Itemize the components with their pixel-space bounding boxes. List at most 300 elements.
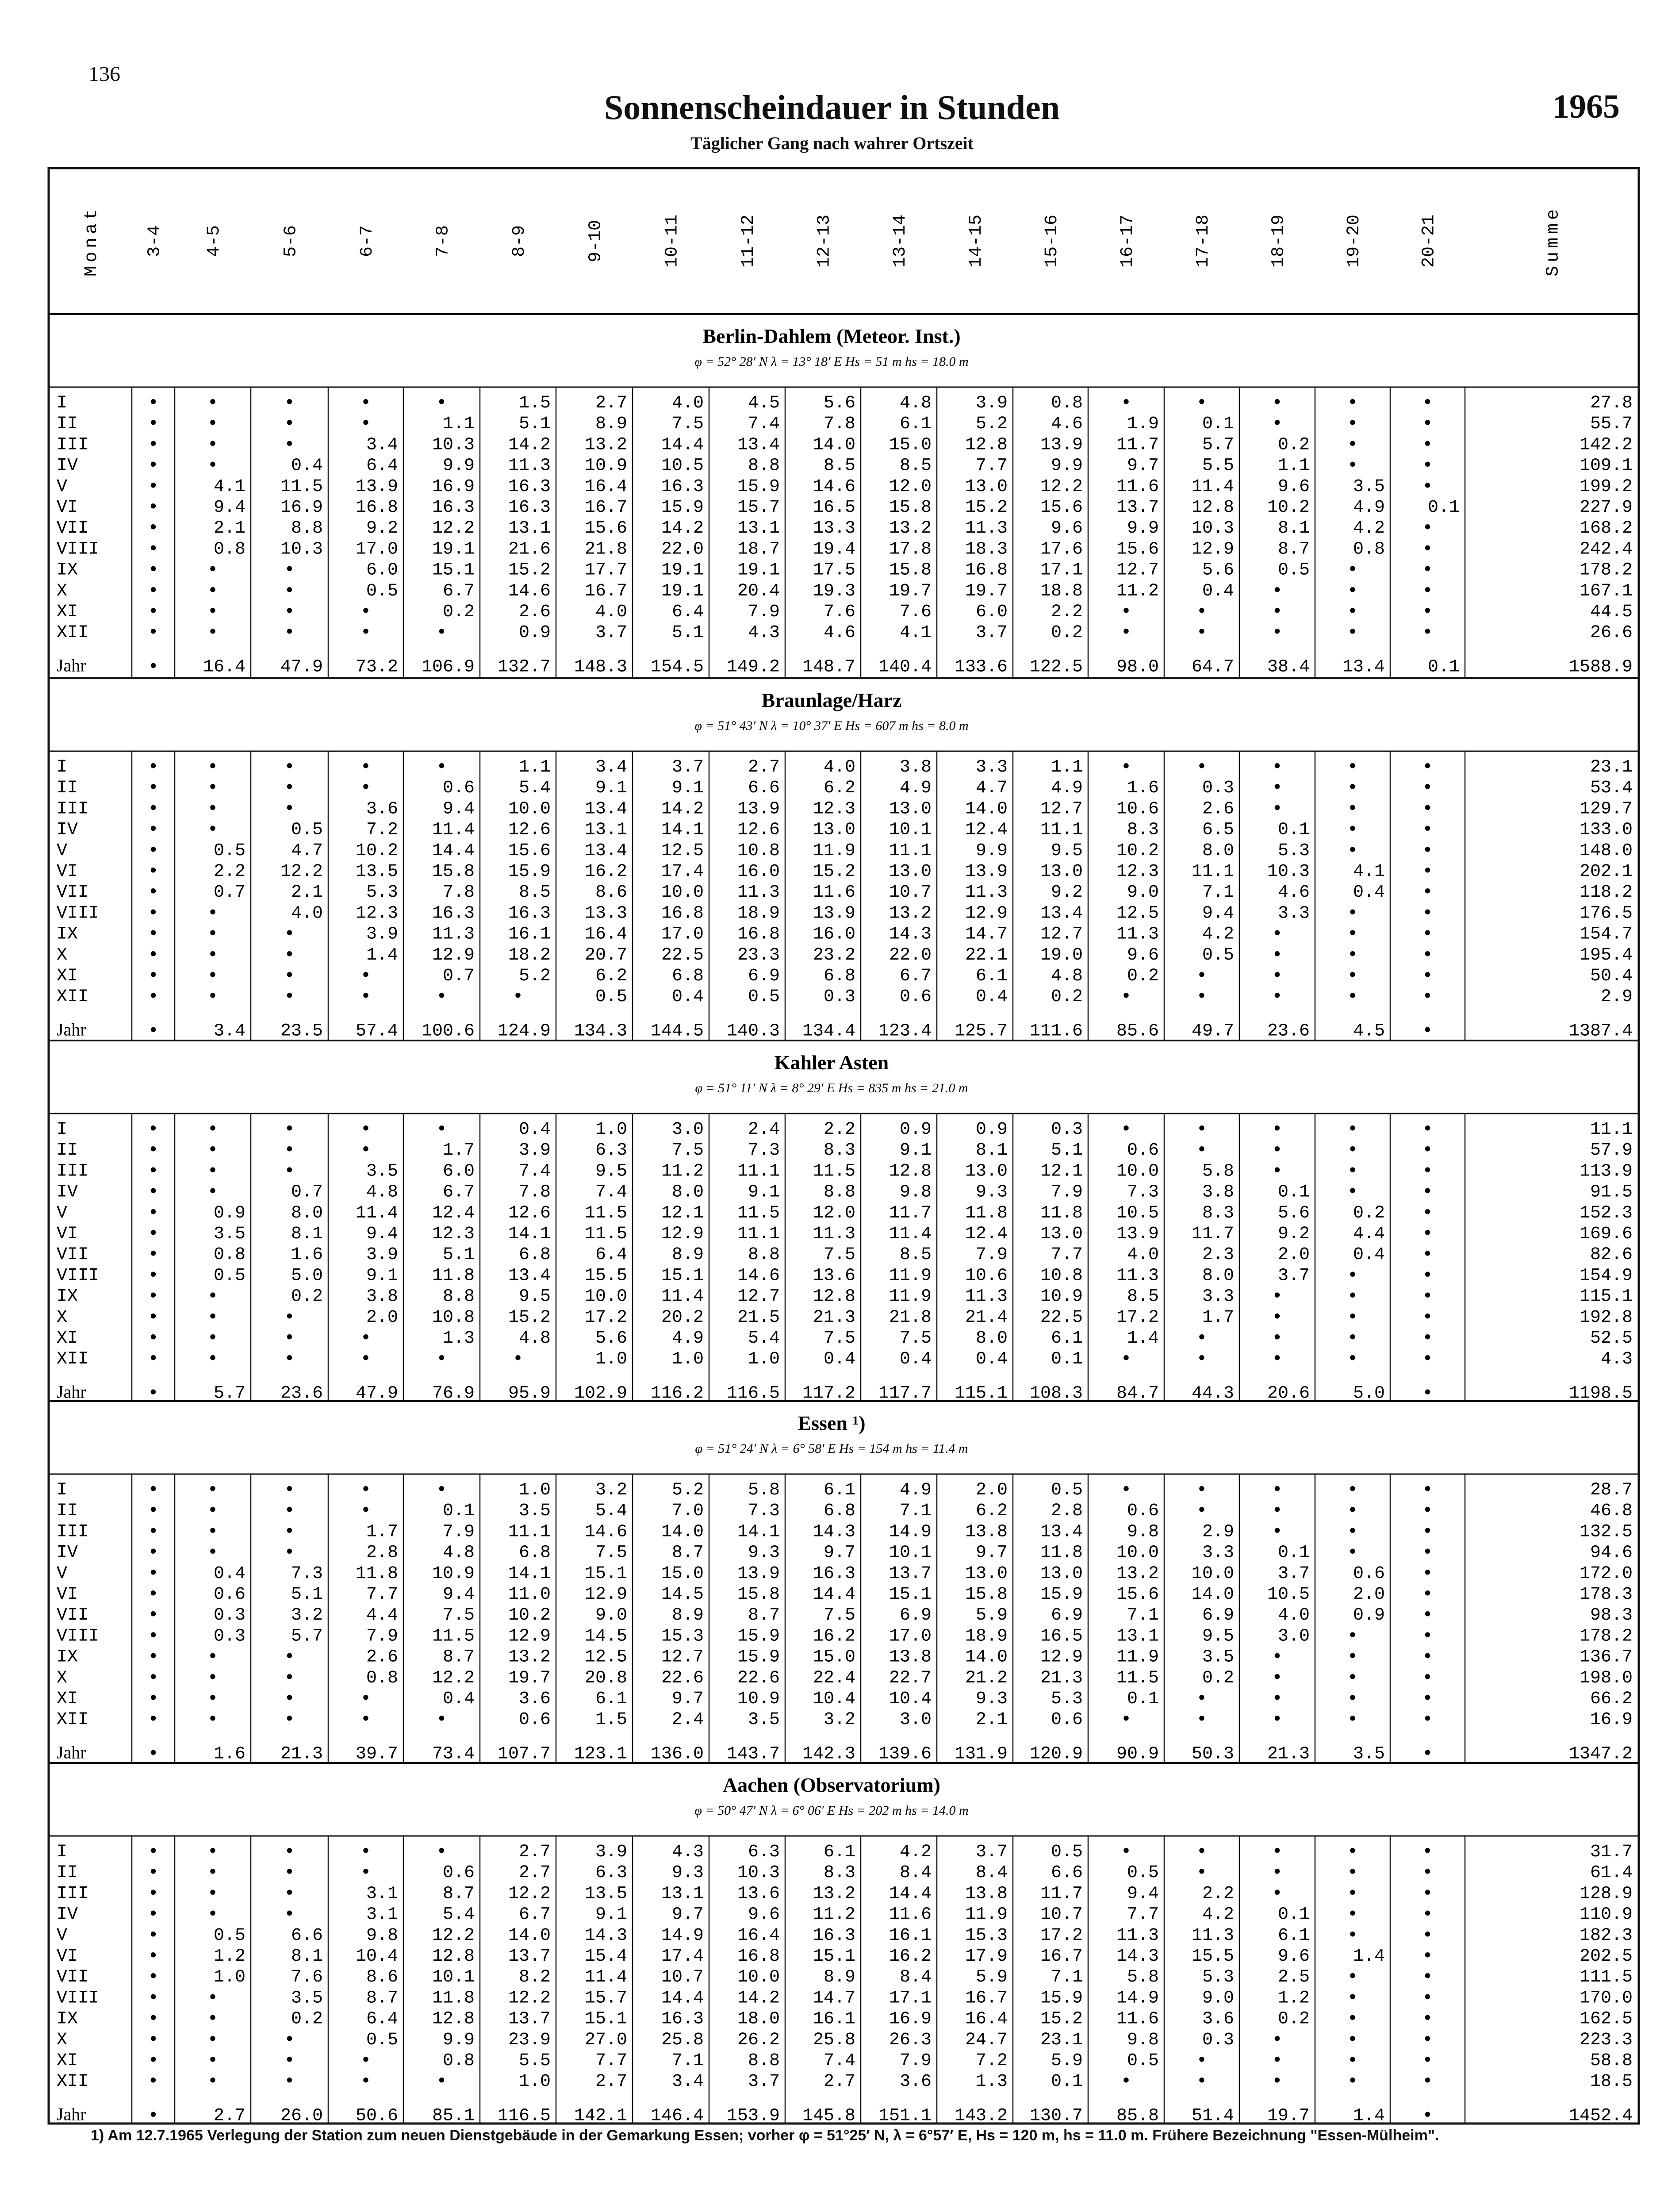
empty-cell: • — [284, 2072, 295, 2092]
data-cell: 15.7 — [584, 1988, 627, 2008]
data-cell: 10.2 — [1267, 498, 1310, 518]
data-cell: 12.8 — [813, 1286, 855, 1307]
empty-cell: • — [1272, 1480, 1283, 1500]
empty-cell: • — [1422, 1842, 1433, 1862]
data-cell: 0.4 — [823, 1349, 855, 1370]
data-cell: 11.8 — [432, 1988, 475, 2008]
data-cell: 13.2 — [889, 518, 932, 539]
data-cell: 5.9 — [975, 1605, 1008, 1626]
empty-cell: • — [1347, 924, 1358, 945]
data-cell: 14.9 — [1116, 1988, 1159, 2008]
data-cell: 4.1 — [899, 623, 932, 643]
data-cell: 168.2 — [1579, 518, 1633, 539]
data-cell: 12.3 — [813, 799, 855, 819]
data-cell: 7.4 — [518, 1161, 551, 1182]
empty-cell: • — [1422, 1021, 1433, 1041]
station-name: Essen ¹) — [797, 1412, 866, 1434]
data-cell: 10.2 — [508, 1605, 551, 1626]
month-label: XII — [57, 987, 89, 1007]
data-cell: 0.1 — [1277, 1182, 1310, 1202]
empty-cell: • — [1272, 1647, 1283, 1667]
data-cell: 11.4 — [355, 1203, 398, 1223]
data-cell: 2.7 — [748, 757, 780, 777]
empty-cell: • — [207, 623, 219, 643]
data-cell: 2.1 — [975, 1710, 1008, 1730]
empty-cell: • — [284, 1141, 295, 1161]
year-total-cell: 120.9 — [1029, 1744, 1083, 1764]
data-cell: 6.7 — [442, 1182, 475, 1202]
data-cell: 1.5 — [518, 393, 551, 413]
year-total-cell: 73.2 — [355, 657, 398, 677]
data-cell: 5.4 — [442, 1905, 475, 1925]
data-cell: 16.7 — [584, 498, 627, 518]
data-cell: 2.1 — [213, 518, 245, 539]
data-cell: 12.3 — [355, 903, 398, 924]
data-cell: 7.3 — [748, 1501, 780, 1521]
month-label: XII — [57, 1349, 89, 1370]
data-cell: 15.2 — [1040, 2009, 1083, 2029]
data-cell: 16.8 — [965, 560, 1008, 580]
year-total-cell: 134.3 — [574, 1021, 627, 1041]
data-cell: 6.1 — [823, 1842, 855, 1862]
year-total-cell: 122.5 — [1029, 657, 1083, 677]
data-cell: 13.1 — [1116, 1626, 1159, 1647]
data-cell: 9.6 — [1051, 518, 1083, 539]
data-cell: 7.1 — [899, 1501, 932, 1521]
data-cell: 9.4 — [213, 498, 245, 518]
data-cell: 12.9 — [584, 1585, 627, 1605]
year-total-cell: 108.3 — [1029, 1383, 1083, 1404]
data-cell: 7.6 — [291, 1967, 323, 1988]
data-cell: 9.8 — [366, 1925, 398, 1946]
column-header-18-19: 18-19 — [1269, 214, 1289, 268]
data-cell: 82.6 — [1590, 1245, 1633, 1265]
data-cell: 15.1 — [584, 1563, 627, 1584]
data-cell: 6.8 — [823, 1501, 855, 1521]
year-total-label: Jahr — [57, 2104, 86, 2124]
empty-cell: • — [1422, 1647, 1433, 1667]
data-cell: 14.6 — [584, 1522, 627, 1542]
column-header-20-21: 20-21 — [1419, 214, 1439, 268]
empty-cell: • — [1347, 456, 1358, 476]
empty-cell: • — [1347, 602, 1358, 622]
year-total-cell: 142.1 — [574, 2106, 627, 2126]
empty-cell: • — [1347, 2072, 1358, 2092]
data-cell: 3.6 — [518, 1689, 551, 1709]
data-cell: 132.5 — [1579, 1522, 1633, 1542]
empty-cell: • — [207, 435, 219, 455]
data-cell: 0.1 — [1051, 1349, 1083, 1370]
data-cell: 0.1 — [1051, 2072, 1083, 2092]
column-header-16-17: 16-17 — [1118, 214, 1138, 268]
data-cell: 0.9 — [213, 1203, 245, 1223]
month-label: III — [57, 1884, 89, 1904]
data-cell: 7.4 — [748, 414, 780, 434]
data-cell: 13.9 — [1116, 1224, 1159, 1244]
data-cell: 52.5 — [1590, 1329, 1633, 1348]
data-cell: 13.5 — [584, 1884, 627, 1904]
data-cell: 16.5 — [1040, 1626, 1083, 1647]
empty-cell: • — [284, 1668, 295, 1688]
data-cell: 58.8 — [1590, 2051, 1633, 2071]
empty-cell: • — [148, 1967, 159, 1988]
empty-cell: • — [1120, 602, 1132, 622]
year-total-cell: 123.4 — [878, 1021, 932, 1041]
data-cell: 14.3 — [1116, 1947, 1159, 1966]
data-cell: 1.0 — [518, 2072, 551, 2092]
data-cell: 11.3 — [508, 456, 551, 476]
data-cell: 12.4 — [965, 1224, 1008, 1244]
data-cell: 12.8 — [432, 1947, 475, 1966]
data-cell: 1.6 — [1127, 778, 1159, 799]
data-cell: 0.2 — [1051, 623, 1083, 643]
empty-cell: • — [207, 2030, 219, 2050]
data-cell: 0.4 — [975, 1349, 1008, 1370]
data-cell: 6.0 — [975, 602, 1008, 622]
data-cell: 14.1 — [508, 1224, 551, 1244]
data-cell: 4.0 — [1277, 1605, 1310, 1626]
data-cell: 1.3 — [975, 2072, 1008, 2092]
data-cell: 2.9 — [1202, 1522, 1234, 1542]
year-total-cell: 19.7 — [1267, 2106, 1310, 2126]
empty-cell: • — [1272, 1161, 1283, 1182]
data-cell: 11.4 — [432, 820, 475, 840]
data-cell: 16.9 — [280, 498, 323, 518]
data-cell: 13.9 — [1040, 435, 1083, 455]
empty-cell: • — [1347, 1689, 1358, 1709]
empty-cell: • — [1347, 1842, 1358, 1862]
data-cell: 10.4 — [355, 1947, 398, 1966]
data-cell: 21.8 — [584, 539, 627, 560]
data-cell: 8.3 — [823, 1141, 855, 1161]
empty-cell: • — [148, 1842, 159, 1862]
data-cell: 6.9 — [1051, 1605, 1083, 1626]
empty-cell: • — [436, 623, 447, 643]
data-cell: 6.3 — [595, 1141, 627, 1161]
empty-cell: • — [1347, 1266, 1358, 1286]
data-cell: 5.1 — [671, 623, 704, 643]
data-cell: 7.9 — [442, 1522, 475, 1542]
data-cell: 5.3 — [366, 883, 398, 903]
data-cell: 7.6 — [823, 602, 855, 622]
empty-cell: • — [1347, 1349, 1358, 1370]
data-cell: 9.4 — [442, 799, 475, 819]
month-label: XII — [57, 1710, 89, 1730]
data-cell: 0.1 — [1277, 820, 1310, 840]
data-cell: 1.5 — [595, 1710, 627, 1730]
empty-cell: • — [148, 1286, 159, 1307]
data-cell: 22.5 — [1040, 1307, 1083, 1328]
empty-cell: • — [1196, 2051, 1208, 2071]
data-cell: 14.6 — [813, 476, 855, 497]
data-cell: 22.6 — [661, 1668, 704, 1688]
data-cell: 8.5 — [823, 456, 855, 476]
data-cell: 50.4 — [1590, 966, 1633, 986]
month-label: VIII — [57, 1988, 100, 2008]
data-cell: 4.1 — [1353, 862, 1385, 882]
data-cell: 0.4 — [291, 456, 323, 476]
data-cell: 3.6 — [1202, 2009, 1234, 2029]
empty-cell: • — [1422, 1349, 1433, 1370]
empty-cell: • — [207, 2051, 219, 2071]
data-cell: 16.4 — [584, 924, 627, 945]
year-total-cell: 50.6 — [355, 2106, 398, 2126]
data-cell: 14.1 — [661, 820, 704, 840]
data-cell: 3.9 — [595, 1842, 627, 1862]
data-cell: 27.8 — [1590, 393, 1633, 413]
data-cell: 0.2 — [1277, 435, 1310, 455]
data-cell: 23.1 — [1590, 757, 1633, 777]
data-cell: 182.3 — [1579, 1925, 1633, 1946]
empty-cell: • — [207, 456, 219, 476]
data-cell: 18.7 — [737, 539, 780, 560]
year-total-cell: 139.6 — [878, 1744, 932, 1764]
empty-cell: • — [1120, 1480, 1132, 1500]
data-cell: 4.6 — [1277, 883, 1310, 903]
empty-cell: • — [360, 2072, 372, 2092]
empty-cell: • — [1422, 1329, 1433, 1348]
year-total-cell: 49.7 — [1191, 1021, 1234, 1041]
data-cell: 15.1 — [584, 2009, 627, 2029]
data-cell: 17.1 — [1040, 560, 1083, 580]
data-cell: 5.6 — [1202, 560, 1234, 580]
column-header-19-20: 19-20 — [1344, 214, 1364, 268]
station-coordinates: φ = 51° 43′ N λ = 10° 37′ E Hs = 607 m hs = 8.0 m — [694, 718, 969, 733]
empty-cell: • — [1422, 1120, 1433, 1140]
data-cell: 7.5 — [671, 1141, 704, 1161]
data-cell: 14.6 — [508, 581, 551, 601]
data-cell: 3.8 — [899, 757, 932, 777]
data-cell: 10.7 — [889, 883, 932, 903]
empty-cell: • — [148, 2030, 159, 2050]
data-cell: 11.8 — [965, 1203, 1008, 1223]
data-cell: 9.2 — [1277, 1224, 1310, 1244]
data-cell: 8.0 — [291, 1203, 323, 1223]
empty-cell: • — [148, 883, 159, 903]
data-cell: 12.6 — [508, 1203, 551, 1223]
data-cell: 14.2 — [737, 1988, 780, 2008]
empty-cell: • — [1272, 1501, 1283, 1521]
data-cell: 178.2 — [1579, 560, 1633, 580]
month-label: V — [57, 1203, 68, 1223]
data-cell: 1.3 — [442, 1329, 475, 1348]
empty-cell: • — [1196, 757, 1208, 777]
data-cell: 16.3 — [813, 1925, 855, 1946]
data-cell: 26.6 — [1590, 623, 1633, 643]
column-header-10-11: 10-11 — [662, 214, 682, 268]
data-cell: 8.7 — [442, 1647, 475, 1667]
data-cell: 15.9 — [737, 1647, 780, 1667]
month-label: V — [57, 1563, 68, 1584]
empty-cell: • — [1422, 1224, 1433, 1244]
data-cell: 16.3 — [813, 1563, 855, 1584]
empty-cell: • — [1347, 2030, 1358, 2050]
year-total-label: Jahr — [57, 655, 86, 676]
data-cell: 7.3 — [1127, 1182, 1159, 1202]
data-cell: 1.4 — [366, 945, 398, 965]
data-cell: 13.9 — [965, 862, 1008, 882]
data-cell: 0.3 — [1202, 778, 1234, 799]
empty-cell: • — [284, 623, 295, 643]
year-total-cell: 116.5 — [726, 1383, 780, 1404]
column-header-12-13: 12-13 — [814, 214, 835, 268]
data-cell: 8.8 — [823, 1182, 855, 1202]
footnote: 1) Am 12.7.1965 Verlegung der Station zum neuen Dienstgebäude in der Gemarkung Essen; vorher φ = 51°25′ N, λ = 6°57′ E, Hs = 120 m, hs = 11.0 m. Frühere Bezeichnung "Essen-Mülheim". — [91, 2127, 1439, 2144]
data-cell: 3.7 — [975, 623, 1008, 643]
data-cell: 3.4 — [671, 2072, 704, 2092]
empty-cell: • — [1196, 1141, 1208, 1161]
data-cell: 3.7 — [748, 2072, 780, 2092]
data-cell: 0.5 — [213, 1925, 245, 1946]
empty-cell: • — [436, 1120, 447, 1140]
data-cell: 11.8 — [432, 1266, 475, 1286]
data-cell: 4.6 — [823, 623, 855, 643]
empty-cell: • — [1422, 1286, 1433, 1307]
data-cell: 14.4 — [661, 435, 704, 455]
empty-cell: • — [284, 1480, 295, 1500]
empty-cell: • — [1422, 1563, 1433, 1584]
empty-cell: • — [1347, 945, 1358, 965]
data-cell: 14.3 — [584, 1925, 627, 1946]
month-label: IX — [57, 924, 78, 945]
data-cell: 1.9 — [1127, 414, 1159, 434]
data-cell: 11.4 — [584, 1967, 627, 1988]
data-cell: 9.1 — [366, 1266, 398, 1286]
column-header-7-8: 7-8 — [433, 225, 453, 257]
data-cell: 1.0 — [518, 1480, 551, 1500]
data-cell: 8.8 — [748, 1245, 780, 1265]
empty-cell: • — [360, 966, 372, 986]
empty-cell: • — [1347, 1988, 1358, 2008]
month-label: X — [57, 581, 68, 601]
empty-cell: • — [1196, 1480, 1208, 1500]
data-cell: 61.4 — [1590, 1863, 1633, 1883]
empty-cell: • — [1422, 2106, 1433, 2126]
data-cell: 17.2 — [1040, 1925, 1083, 1946]
data-cell: 14.7 — [965, 924, 1008, 945]
year-total-cell: 51.4 — [1191, 2106, 1234, 2126]
empty-cell: • — [148, 1744, 159, 1764]
data-cell: 0.1 — [1427, 498, 1460, 518]
data-cell: 0.7 — [213, 883, 245, 903]
data-cell: 4.1 — [213, 476, 245, 497]
data-cell: 11.5 — [737, 1203, 780, 1223]
data-cell: 6.2 — [595, 966, 627, 986]
data-cell: 16.3 — [661, 476, 704, 497]
empty-cell: • — [1347, 799, 1358, 819]
data-cell: 21.5 — [737, 1307, 780, 1328]
empty-cell: • — [207, 1842, 219, 1862]
data-cell: 7.6 — [899, 602, 932, 622]
data-cell: 10.9 — [1040, 1286, 1083, 1307]
year-total-cell: 76.9 — [432, 1383, 475, 1404]
empty-cell: • — [436, 1480, 447, 1500]
empty-cell: • — [1120, 393, 1132, 413]
empty-cell: • — [1196, 1842, 1208, 1862]
data-cell: 111.5 — [1579, 1967, 1633, 1988]
data-cell: 3.4 — [366, 435, 398, 455]
data-cell: 3.9 — [366, 1245, 398, 1265]
empty-cell: • — [360, 1863, 372, 1883]
data-cell: 17.1 — [889, 1988, 932, 2008]
empty-cell: • — [360, 2051, 372, 2071]
data-cell: 10.1 — [889, 1543, 932, 1563]
year-total-cell: 1.4 — [1353, 2106, 1385, 2126]
data-cell: 172.0 — [1579, 1563, 1633, 1584]
data-cell: 15.0 — [813, 1647, 855, 1667]
empty-cell: • — [1422, 1689, 1433, 1709]
data-cell: 202.1 — [1579, 862, 1633, 882]
empty-cell: • — [1347, 778, 1358, 799]
year-total-cell: 95.9 — [508, 1383, 551, 1404]
data-cell: 19.7 — [889, 581, 932, 601]
data-cell: 5.3 — [1277, 841, 1310, 861]
empty-cell: • — [207, 1884, 219, 1904]
data-cell: 162.5 — [1579, 2009, 1633, 2029]
year-total-cell: 134.4 — [802, 1021, 855, 1041]
empty-cell: • — [1272, 393, 1283, 413]
data-cell: 2.1 — [291, 883, 323, 903]
data-cell: 5.7 — [1202, 435, 1234, 455]
data-cell: 17.7 — [584, 560, 627, 580]
year-total-cell: 1198.5 — [1568, 1383, 1633, 1404]
empty-cell: • — [1272, 2072, 1283, 2092]
data-cell: 11.5 — [584, 1203, 627, 1223]
data-cell: 4.0 — [1127, 1245, 1159, 1265]
empty-cell: • — [360, 1329, 372, 1348]
data-cell: 7.5 — [899, 1329, 932, 1348]
year-total-cell: 64.7 — [1191, 657, 1234, 677]
data-cell: 15.0 — [889, 435, 932, 455]
data-cell: 154.7 — [1579, 924, 1633, 945]
data-cell: 5.0 — [291, 1266, 323, 1286]
data-cell: 17.8 — [889, 539, 932, 560]
empty-cell: • — [1347, 1286, 1358, 1307]
data-cell: 0.2 — [1051, 987, 1083, 1007]
year-total-cell: 20.6 — [1267, 1383, 1310, 1404]
data-cell: 4.0 — [595, 602, 627, 622]
year-total-label: Jahr — [57, 1019, 86, 1040]
year-total-cell: 148.7 — [802, 657, 855, 677]
data-cell: 0.8 — [1051, 393, 1083, 413]
station-name: Aachen (Observatorium) — [723, 1774, 940, 1796]
data-cell: 0.2 — [291, 2009, 323, 2029]
data-cell: 10.0 — [661, 883, 704, 903]
year-total-cell: 85.8 — [1116, 2106, 1159, 2126]
data-cell: 3.4 — [595, 757, 627, 777]
month-label: I — [57, 393, 68, 413]
data-cell: 6.8 — [671, 966, 704, 986]
data-cell: 10.7 — [1040, 1905, 1083, 1925]
data-cell: 11.1 — [889, 841, 932, 861]
data-cell: 14.0 — [965, 1647, 1008, 1667]
month-label: II — [57, 414, 78, 434]
data-cell: 0.6 — [442, 778, 475, 799]
data-cell: 13.1 — [661, 1884, 704, 1904]
empty-cell: • — [436, 393, 447, 413]
empty-cell: • — [1196, 1120, 1208, 1140]
data-cell: 13.8 — [965, 1884, 1008, 1904]
data-cell: 1.4 — [1127, 1329, 1159, 1348]
data-cell: 12.2 — [508, 1884, 551, 1904]
empty-cell: • — [1272, 1863, 1283, 1883]
data-cell: 9.6 — [748, 1905, 780, 1925]
empty-cell: • — [360, 414, 372, 434]
empty-cell: • — [1272, 1710, 1283, 1730]
empty-cell: • — [284, 602, 295, 622]
data-cell: 8.9 — [671, 1605, 704, 1626]
data-cell: 4.3 — [748, 623, 780, 643]
